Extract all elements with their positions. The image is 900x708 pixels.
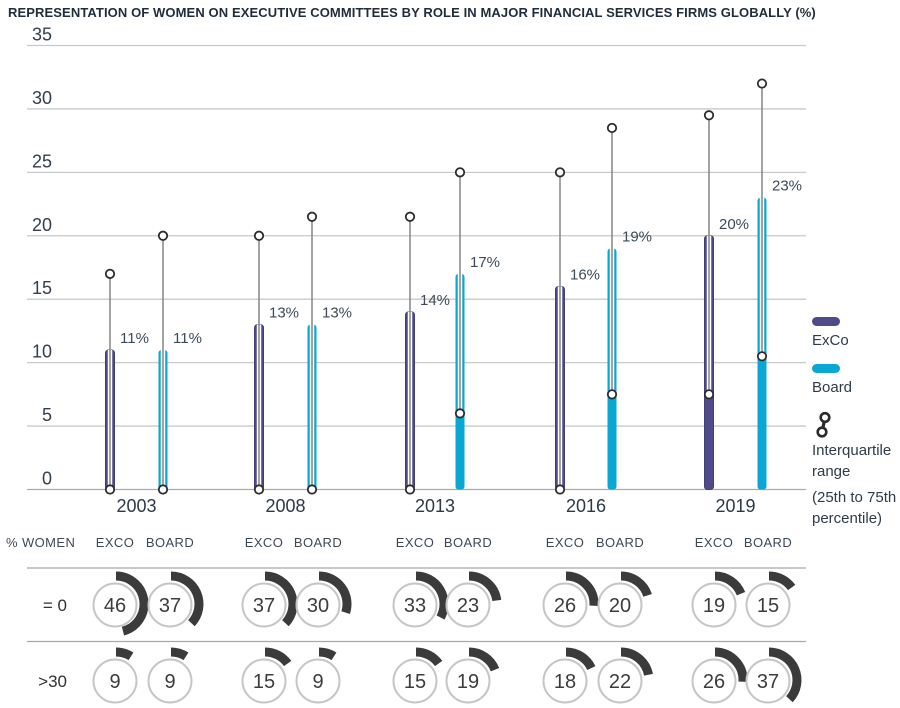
table-row-label: = 0 [42,596,67,615]
iqr-endpoint [556,485,564,493]
iqr-endpoint [308,213,316,221]
x-axis-year-label: 2016 [565,496,607,516]
iqr-endpoint [106,270,114,278]
donut-value: 37 [252,595,276,617]
y-axis-tick: 35 [31,24,52,45]
bar-value-label: 20% [719,215,750,233]
bar-value-label: 13% [322,304,353,322]
exco-swatch-icon [812,317,840,326]
x-axis-year-label: 2003 [116,496,157,516]
donut-value: 37 [158,595,182,617]
donut-value: 46 [103,595,127,617]
donut-value: 18 [553,671,577,693]
donut-value: 26 [553,595,577,617]
iqr-endpoint [705,390,713,398]
table-col-header-exco: EXCO [95,535,135,550]
legend-item-board [812,364,900,398]
donut-value: 23 [456,595,480,617]
iqr-endpoint [159,232,167,240]
legend-item-iqr [812,411,900,529]
x-axis-year-label: 2019 [715,496,756,516]
legend-board-label: Board [812,379,853,396]
iqr-endpoint [758,352,766,360]
donut-arc [116,652,131,656]
donut-value: 33 [403,595,427,617]
iqr-endpoint [608,124,616,132]
donut-value: 9 [109,671,121,693]
donut-value: 9 [164,671,176,693]
iqr-endpoint [255,485,263,493]
table-col-header-board: BOARD [443,535,493,550]
table-col-header-exco: EXCO [244,535,284,550]
legend-iqr-note: (25th to 75th percentile) [812,489,897,527]
legend [812,317,900,529]
iqr-endpoint [255,232,263,240]
donut-value: 19 [702,595,726,617]
iqr-endpoint [159,485,167,493]
chart-title: REPRESENTATION OF WOMEN ON EXECUTIVE COMMITTEES BY ROLE IN MAJOR FINANCIAL SERVICES FIRMS GLOBALLY (%) [8,5,816,20]
legend-iqr-label: Interquartile range [812,442,892,480]
iqr-endpoint [705,111,713,119]
x-axis-year-label: 2008 [265,496,306,516]
table-col-header-exco: EXCO [694,535,734,550]
table-col-header-board: BOARD [293,535,343,550]
bar-value-label: 11% [120,329,149,347]
iqr-endpoint [456,409,464,417]
bar-value-label: 17% [470,253,501,271]
donut-value: 19 [456,671,480,693]
y-axis-tick: 15 [31,278,52,299]
donut-value: 15 [403,671,427,693]
bar-value-label: 23% [772,177,803,195]
iqr-endpoint [106,485,114,493]
donut-arc [171,652,186,656]
donut-value: 37 [756,671,780,693]
iqr-endpoint [608,390,616,398]
table-col-header-board: BOARD [743,535,793,550]
donut-value: 22 [608,671,632,693]
table-col-header-exco: EXCO [545,535,585,550]
donut-value: 30 [306,595,330,617]
iqr-endpoint [758,79,766,87]
donut-value: 15 [756,595,780,617]
donut-value: 20 [608,595,632,617]
interquartile-range-icon [814,411,834,439]
bar-value-label: 16% [570,266,601,284]
donut-arc [319,652,334,656]
board-swatch-icon [812,364,840,373]
iqr-endpoint [556,168,564,176]
iqr-endpoint [456,168,464,176]
legend-exco-label: ExCo [812,332,849,349]
table-col-header-board: BOARD [595,535,645,550]
donut-value: 9 [312,671,324,693]
bar-value-label: 19% [622,228,653,246]
y-axis-tick: 30 [31,87,52,108]
y-axis-tick: 5 [41,405,52,426]
table-corner-label: % WOMEN [6,535,76,550]
legend-item-exco [812,317,900,351]
bar-value-label: 13% [269,304,300,322]
x-axis-year-label: 2013 [414,496,456,516]
y-axis-tick: 10 [31,341,52,362]
bar-value-label: 11% [173,329,202,347]
iqr-endpoint [406,485,414,493]
donut-value: 15 [252,671,276,693]
y-axis-tick: 0 [41,468,52,489]
y-axis-tick: 25 [31,151,52,172]
table-col-header-exco: EXCO [395,535,435,550]
donut-value: 26 [702,671,726,693]
y-axis-tick: 20 [31,214,52,235]
iqr-endpoint [406,213,414,221]
bar-value-label: 14% [420,291,451,309]
table-col-header-board: BOARD [145,535,195,550]
iqr-endpoint [308,485,316,493]
table-row-label: >30 [38,672,67,691]
